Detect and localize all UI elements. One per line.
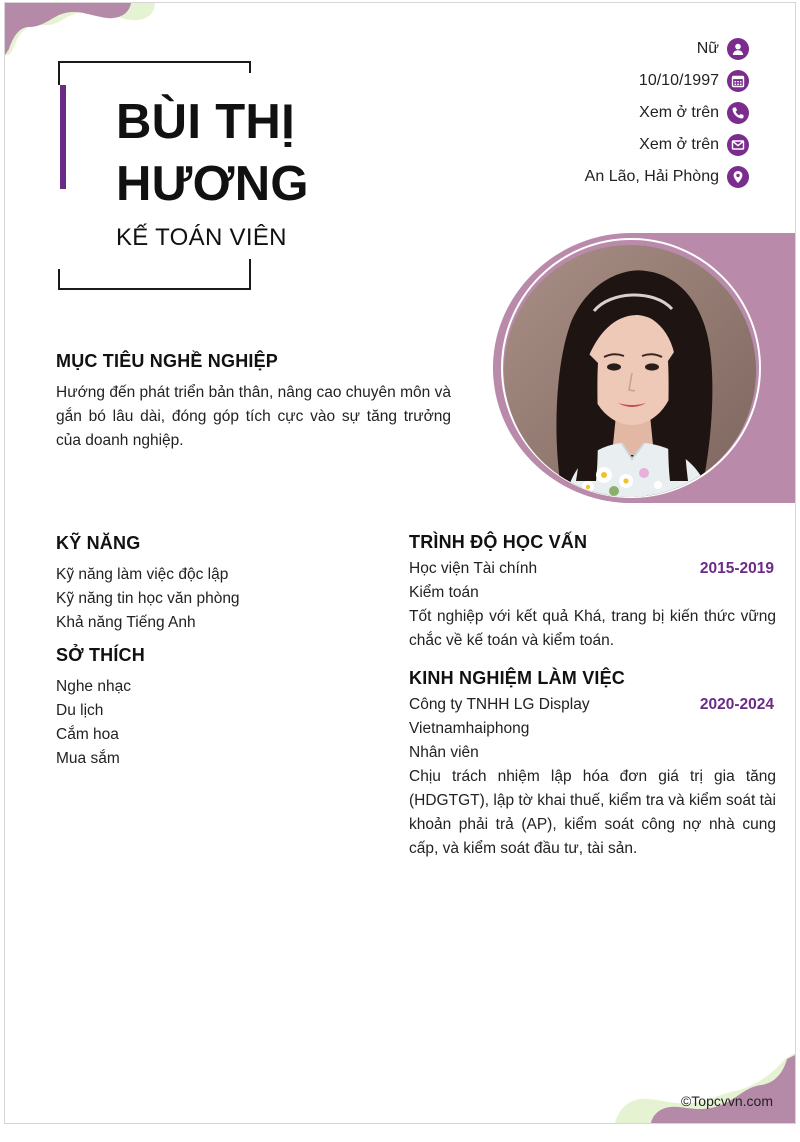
education-description: Tốt nghiệp với kết quả Khá, trang bị kiến thức vững chắc về kế toán và kiểm toán.	[409, 608, 776, 649]
experience-position: Nhân viên	[409, 744, 479, 761]
name-accent-bar	[60, 85, 66, 189]
objective-text: Hướng đến phát triển bản thân, nâng cao chuyên môn và gắn bó lâu dài, đóng góp tích cực vào sự tăng trưởng của doanh nghiệp.	[56, 384, 451, 449]
skills-list	[56, 563, 240, 635]
experience-years: 2020-2024	[699, 696, 774, 713]
list-item: Cắm hoa	[56, 726, 119, 743]
list-item: Kỹ năng tin học văn phòng	[56, 590, 240, 607]
user-icon	[727, 38, 749, 60]
contact-gender: Nữ	[585, 33, 749, 65]
top-left-blob	[5, 3, 165, 63]
list-item: Nghe nhạc	[56, 678, 131, 695]
education-title: TRÌNH ĐỘ HỌC VẤN	[409, 532, 588, 552]
cv-page	[4, 2, 796, 1124]
skills-title: KỸ NĂNG	[56, 533, 141, 553]
phone-icon	[727, 102, 749, 124]
list-item: Khả năng Tiếng Anh	[56, 614, 196, 631]
candidate-name: BÙI THỊ HƯƠNG	[116, 95, 309, 211]
list-item: Du lịch	[56, 702, 104, 719]
list-item: Mua sắm	[56, 750, 120, 767]
education-major: Kiểm toán	[409, 584, 479, 601]
contact-phone: Xem ở trên	[585, 97, 749, 129]
job-title: KẾ TOÁN VIÊN	[116, 224, 287, 251]
hobbies-list	[56, 675, 131, 771]
hobbies-title: SỞ THÍCH	[56, 645, 145, 665]
education-years: 2015-2019	[699, 560, 774, 577]
list-item: Kỹ năng làm việc độc lập	[56, 566, 229, 583]
experience-description: Chịu trách nhiệm lập hóa đơn giá trị gia tăng (HDGTGT), lập tờ khai thuế, kiểm tra và kiểm soát tài khoản phải trả (AP), kiểm soát công nợ nhà cung cấp, và kiểm soát đầu tư, tài sản.	[409, 768, 776, 857]
bottom-right-blob	[605, 1053, 795, 1123]
contact-birthdate: 10/10/1997	[585, 65, 749, 97]
experience-company: Công ty TNHH LG Display	[409, 696, 590, 713]
footer-credit: ©Topcvvn.com	[680, 1093, 773, 1109]
location-icon	[727, 166, 749, 188]
email-icon	[727, 134, 749, 156]
experience-title: KINH NGHIỆM LÀM VIỆC	[409, 668, 626, 688]
education-school: Học viện Tài chính	[409, 560, 538, 577]
contact-address: An Lão, Hải Phòng	[585, 161, 749, 193]
contact-list	[585, 33, 749, 193]
profile-photo	[504, 245, 756, 497]
experience-company-line2: Vietnamhaiphong	[409, 720, 530, 737]
contact-email: Xem ở trên	[585, 129, 749, 161]
objective-title: MỤC TIÊU NGHỀ NGHIỆP	[56, 351, 279, 371]
calendar-icon	[727, 70, 749, 92]
